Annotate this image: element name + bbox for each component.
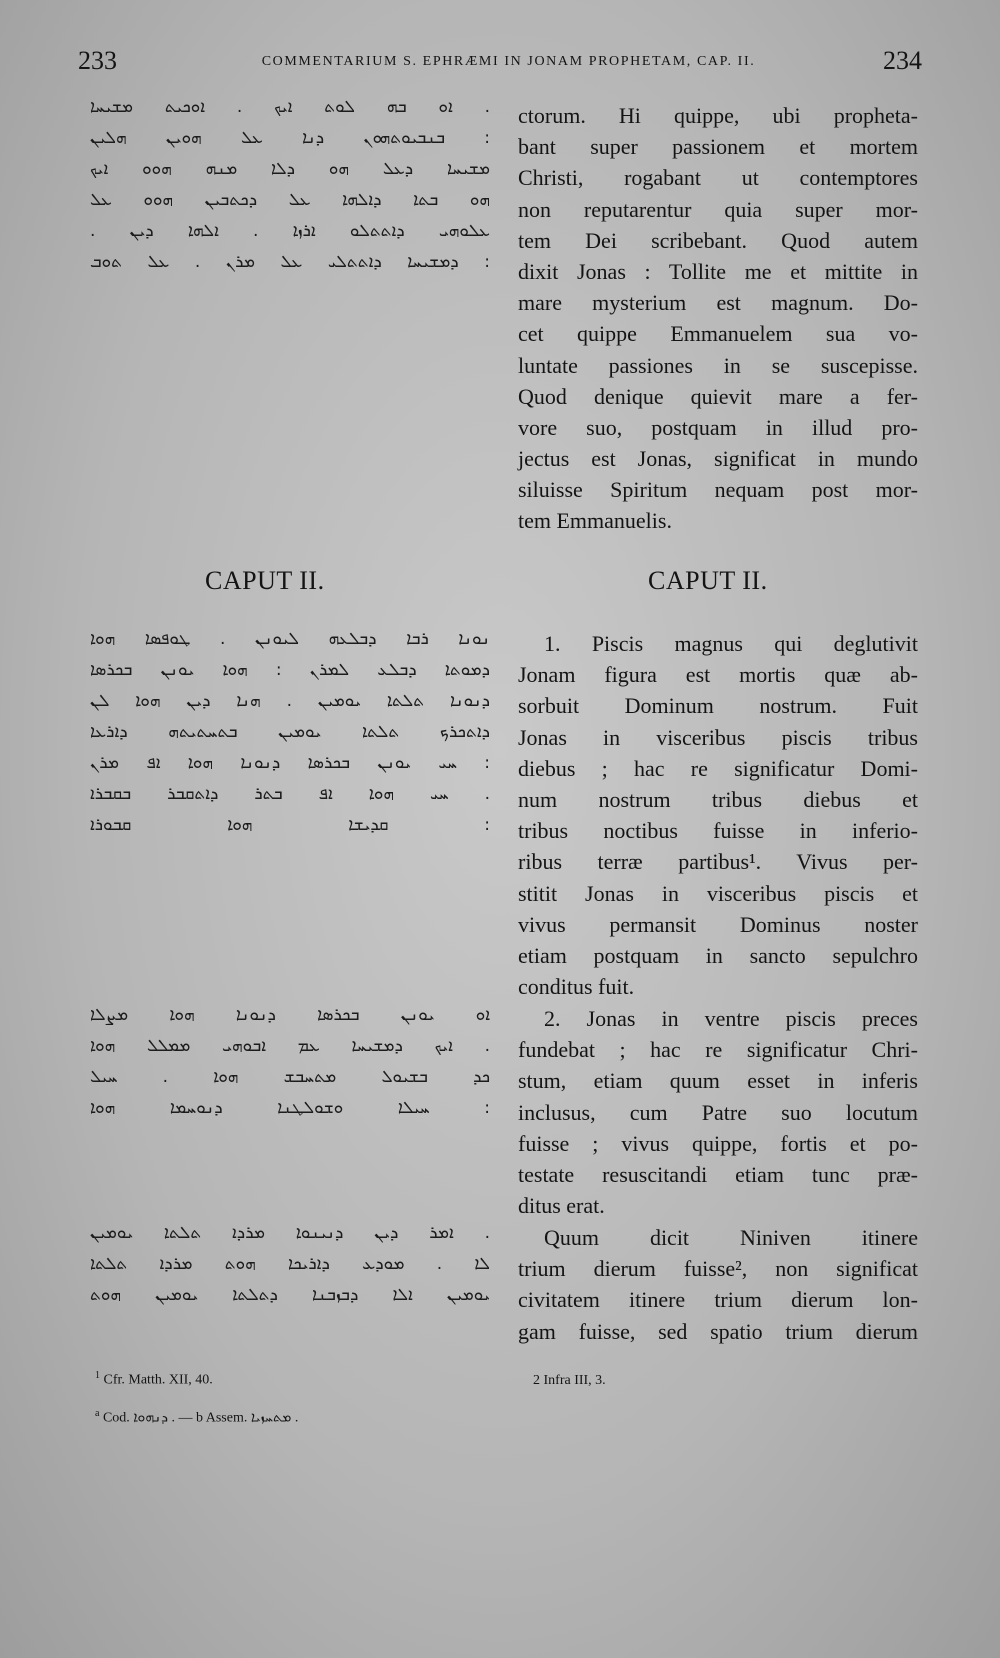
latin-line: 2. Jonas in ventre piscis preces: [544, 1006, 918, 1031]
latin-line: fuisse ; vivus quippe, fortis et po-: [518, 1130, 918, 1156]
latin-line: jectus est Jonas, significat in mundo: [518, 446, 918, 472]
syriac-line: ܠܐ . ܡܘܕܥ ܕܐܪܝܟܐ ܗܘܬ ܡܪܕܐ ܬܠܬܐ: [90, 1254, 490, 1274]
footnote-mark: 2: [533, 1373, 540, 1388]
latin-line: siluisse Spiritum nequam post mor-: [518, 477, 918, 503]
latin-paragraph-2: [518, 1003, 918, 1221]
latin-line: num nostrum tribus diebus et: [518, 786, 918, 812]
syriac-line: . ܚܝ ܗܘܐ ܐܦ ܒܬܪ ܕܐܬܩܒܪ ܒܩܒܪܐ: [90, 784, 490, 804]
latin-line: civitatem itinere trium dierum lon-: [518, 1287, 918, 1313]
latin-caput-heading: CAPUT II.: [648, 566, 768, 595]
latin-line: inclusus, cum Patre suo locutum: [518, 1099, 918, 1125]
syriac-line: ܐܘ ܝܘܢܢ ܒܟܪܣܐ ܕܢܘܢܐ ܗܘܐ ܡܨܠܐ: [90, 1005, 490, 1025]
syriac-line: ܥܠܘܗܝ ܕܐܬܬܠܘ ܐܪܙܐ . ܐܠܗܐ ܕܝܢ .: [90, 221, 490, 241]
latin-paragraph-1: [518, 628, 918, 1002]
footnote-text: Cfr. Matth. XII, 40.: [103, 1372, 213, 1388]
footnote-mark: 1: [95, 1370, 100, 1381]
footnote-mark: a: [95, 1408, 100, 1419]
syriac-line: : ܩܕܝܫܐ ܗܘܐ ܩܒܘܪܐ: [90, 815, 490, 835]
latin-line: bant super passionem et mortem: [518, 134, 918, 160]
latin-line: ribus terræ partibus¹. Vivus per-: [518, 849, 918, 875]
syriac-section-a: [90, 92, 490, 278]
syriac-line: ܗܘ ܒܬܐ ܕܐܠܗܐ ܥܠ ܕܟܬܒܝܢ ܗܘܘ ܥܠ: [90, 190, 490, 210]
syriac-line: ܢܘܢܐ ܪܒܐ ܕܒܠܥܗ ܠܝܘܢܢ . ܛܘܦܣܐ ܗܘܐ: [90, 629, 490, 649]
latin-line: Christi, rogabant ut contemptores: [518, 165, 918, 191]
latin-line: stum, etiam quum esset in inferis: [518, 1068, 918, 1094]
left-page-number: 233: [78, 46, 117, 75]
latin-line: tem Emmanuelis.: [518, 508, 672, 534]
latin-line: mare mysterium est magnum. Do-: [518, 290, 918, 316]
latin-line: etiam postquam in sancto sepulchro: [518, 942, 918, 968]
footnote-text: Cod. ܕܢܗܘܐ . — b Assem. ܡܬܚܙܝܐ .: [102, 1410, 299, 1426]
latin-line: sorbuit Dominum nostrum. Fuit: [518, 693, 918, 719]
latin-line: tem Dei scribebant. Quod autem: [518, 227, 918, 253]
latin-line: luntate passiones in se suscepisse.: [518, 352, 918, 378]
syriac-line: . ܐܝܟ ܕܡܫܝܚܐ ܥܡ ܐܒܘܗܝ ܡܡܠܠ ܗܘܐ: [90, 1036, 490, 1056]
syriac-footnote-1: [95, 1370, 213, 1389]
running-title: COMMENTARIUM S. EPHRÆMI IN JONAM PROPHETAM, CAP. II.: [261, 54, 756, 69]
latin-line: trium dierum fuisse², non significat: [518, 1256, 918, 1282]
syriac-line: ܕܐܬܟܪܟ ܬܠܬܐ ܝܘܡܝܢ ܒܬܚܬܝܬܗ ܕܐܪܥܐ: [90, 722, 490, 742]
latin-footnote-2: [533, 1373, 606, 1389]
syriac-line: : ܚܝ ܝܘܢܢ ܒܟܪܣܐ ܕܢܘܢܐ ܗܘܐ ܐܦ ܡܪܢ: [90, 753, 490, 773]
syriac-line: ܟܕ ܒܫܝܘܠ ܡܬܚܒܫ ܗܘܐ . ܚܝܠ: [90, 1067, 490, 1087]
latin-line: gam fuisse, sed spatio trium dierum: [518, 1318, 918, 1344]
syriac-footnote-a: [95, 1408, 298, 1427]
latin-line: 1. Piscis magnus qui deglutivit: [544, 631, 918, 656]
syriac-line: . ܐܘ ܒܗ ܠܘܬ ܐܝܟ . ܐܘܟܝܬ ܡܫܝܚܐ: [90, 97, 490, 117]
syriac-line: ܡܫܝܚܐ ܕܥܠ ܗܘ ܕܠܐ ܡܢܗ ܗܘܘ ܐܝܟ: [90, 159, 490, 179]
latin-line: testate resuscitandi etiam tunc præ-: [518, 1161, 918, 1187]
right-page-number: 234: [883, 46, 922, 75]
page-header: [75, 46, 922, 86]
latin-line: cet quippe Emmanuelem sua vo-: [518, 321, 918, 347]
syriac-section-d: [90, 1218, 490, 1311]
latin-line: ctorum. Hi quippe, ubi propheta-: [518, 103, 918, 128]
latin-line: diebus ; hac re significatur Domi-: [518, 755, 918, 781]
latin-line: Quum dicit Niniven itinere: [544, 1225, 918, 1250]
latin-line: ditus erat.: [518, 1193, 605, 1219]
syriac-line: : ܒܢܒܝܘܬܗܘܢ ܕܢܐ ܥܠ ܗܘܝܢ ܗܠܝܢ: [90, 128, 490, 148]
syriac-line: ܝܘܡܝܢ ܐܠܐ ܕܒܙܒܢܐ ܕܬܠܬܐ ܝܘܡܝܢ ܗܘܬ: [90, 1285, 490, 1305]
syriac-line: : ܕܡܫܝܚܐ ܕܐܬܬܠܝ ܥܠ ܡܪܢ . ܥܠ ܬܘܒ: [90, 252, 490, 272]
latin-line: Jonam figura est mortis quæ ab-: [518, 662, 918, 688]
syriac-line: . ܐܡܪ ܕܝܢ ܕܢܝܢܘܐ ܡܪܕܐ ܬܠܬܐ ܝܘܡܝܢ: [90, 1223, 490, 1243]
latin-line: tribus noctibus fuisse in inferio-: [518, 818, 918, 844]
latin-line: vore suo, postquam in illud pro-: [518, 414, 918, 440]
latin-line: non reputarentur quia super mor-: [518, 196, 918, 222]
syriac-line: ܕܡܘܬܐ ܕܒܠܥ ܠܡܪܢ : ܗܘܐ ܝܘܢܢ ܒܟܪܣܐ: [90, 660, 490, 680]
latin-line: Quod denique quievit mare a fer-: [518, 383, 918, 409]
footnote-text: Infra III, 3.: [543, 1373, 606, 1388]
latin-line: dixit Jonas : Tollite me et mittite in: [518, 258, 918, 284]
latin-line: conditus fuit.: [518, 974, 635, 1000]
latin-line: vivus permansit Dominus noster: [518, 911, 918, 937]
syriac-section-c: [90, 1000, 490, 1124]
latin-line: stitit Jonas in visceribus piscis et: [518, 880, 918, 906]
syriac-section-b: [90, 624, 490, 841]
latin-intro: [518, 100, 918, 537]
latin-line: Jonas in visceribus piscis tribus: [518, 724, 918, 750]
latin-line: fundebat ; hac re significatur Chri-: [518, 1037, 918, 1063]
syriac-caput-heading: CAPUT II.: [205, 566, 325, 595]
latin-paragraph-3: [518, 1222, 918, 1347]
syriac-line: ܕܢܘܢܐ ܬܠܬܐ ܝܘܡܝܢ . ܗܢܐ ܕܝܢ ܗܘܐ ܠܢ: [90, 691, 490, 711]
syriac-line: : ܚܝܠܐ ܘܫܘܠܛܢܐ ܕܢܘܚܡܐ ܗܘܐ: [90, 1098, 490, 1118]
